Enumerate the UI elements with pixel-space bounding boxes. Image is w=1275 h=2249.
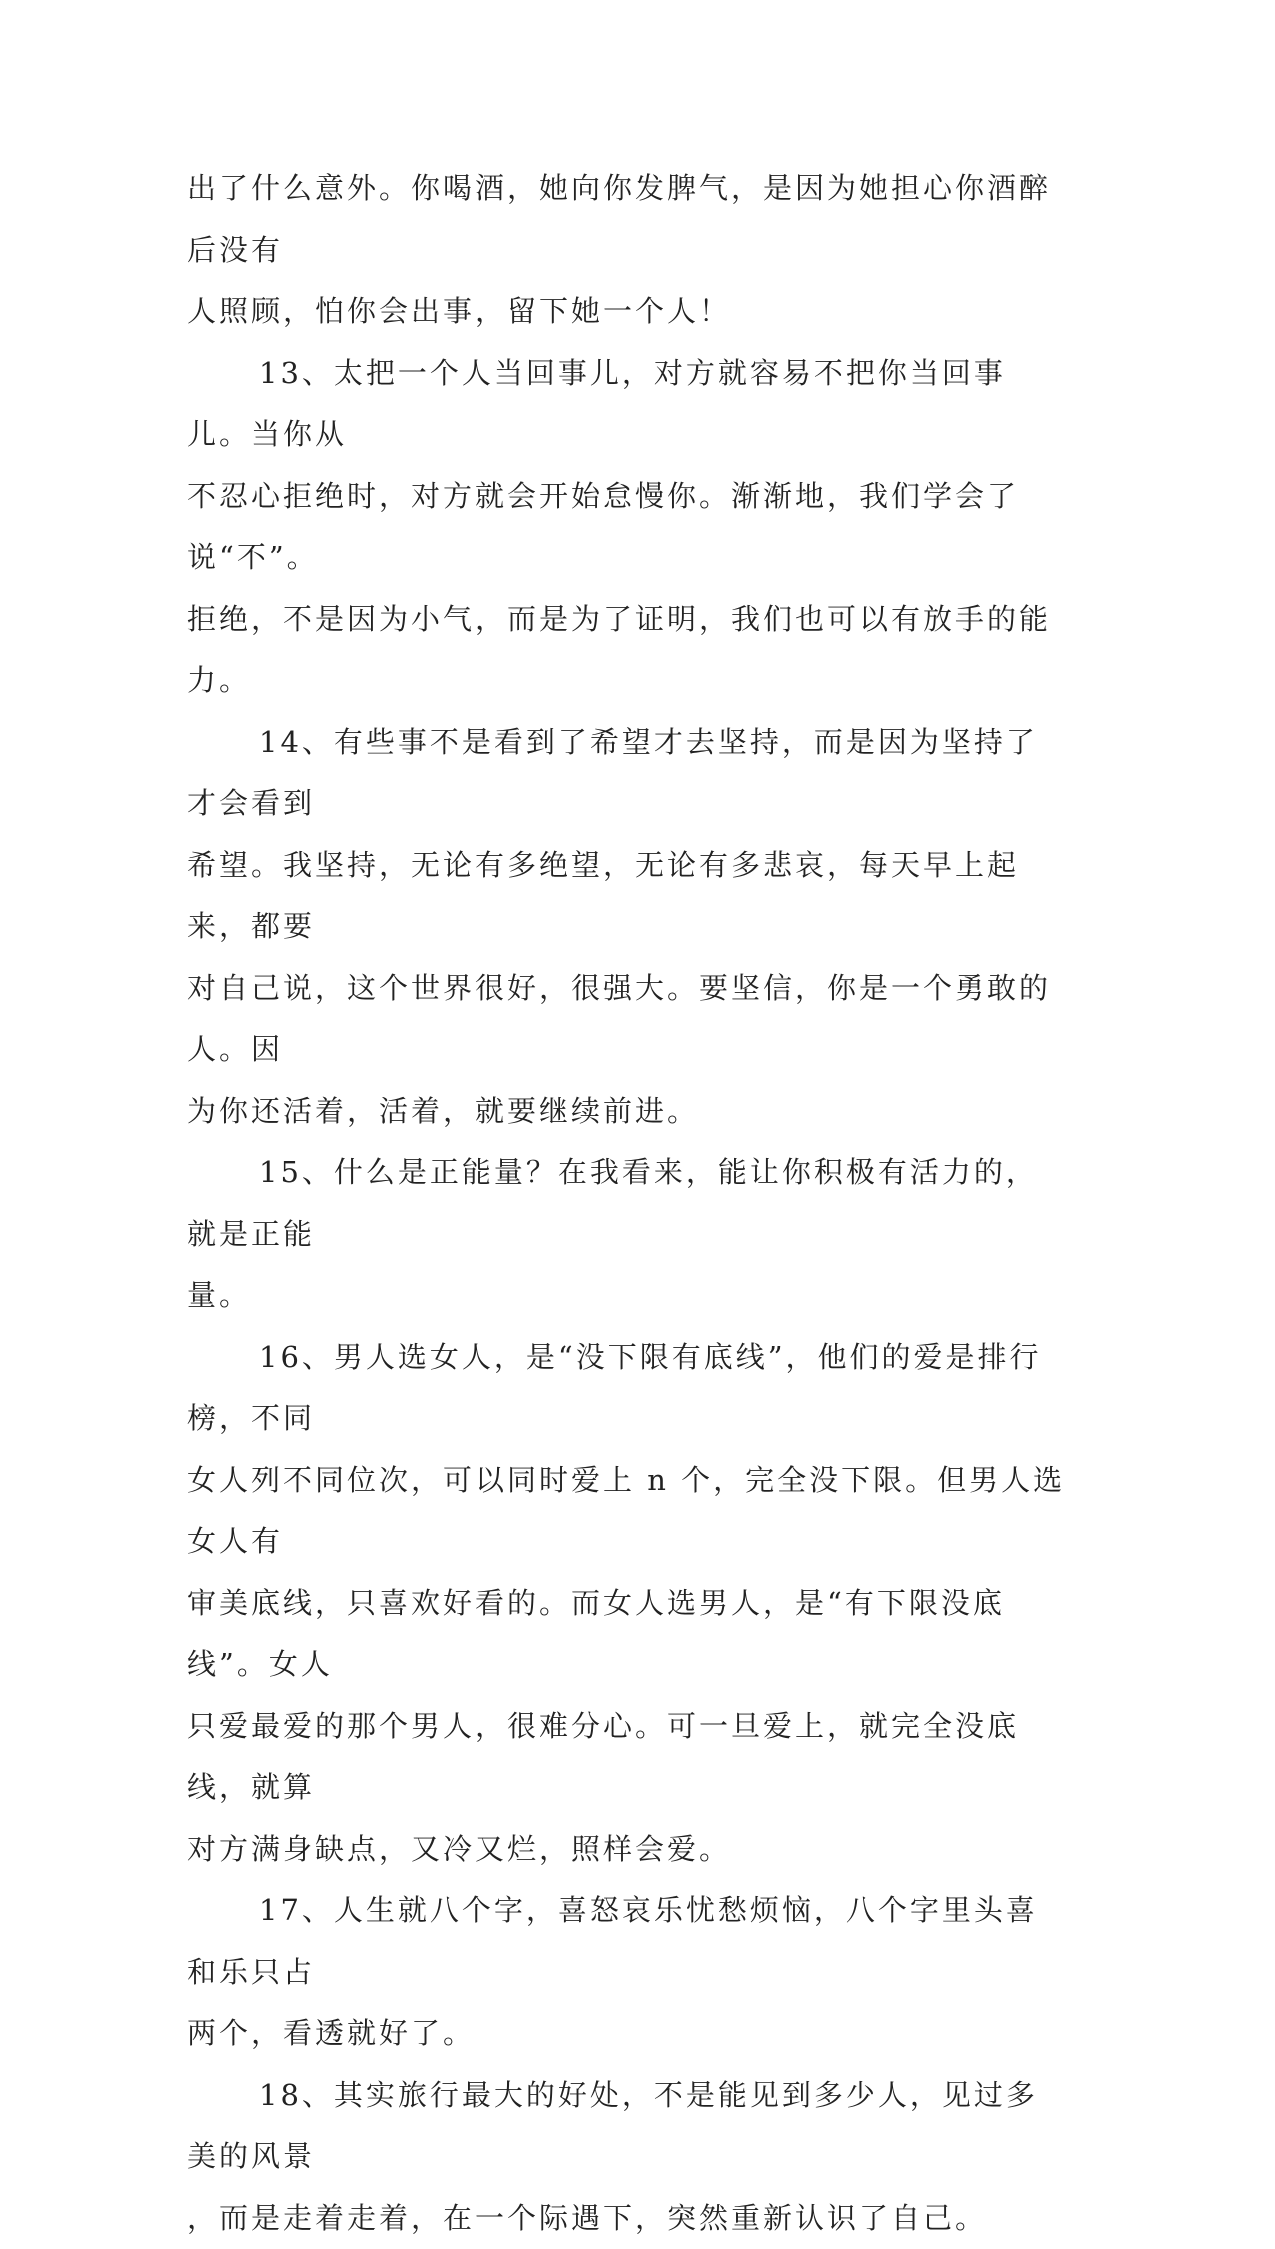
text-line: 拒绝，不是因为小气，而是为了证明，我们也可以有放手的能力。 [187,589,1067,712]
text-line: 为你还活着，活着，就要继续前进。 [187,1081,1067,1143]
text-line: 对方满身缺点，又冷又烂，照样会爱。 [187,1819,1067,1881]
text-line: 审美底线，只喜欢好看的。而女人选男人，是“有下限没底线”。女人 [187,1573,1067,1696]
paragraph-continuation [187,158,1067,343]
text-line: 人照顾，怕你会出事，留下她一个人！ [187,281,1067,343]
text-line: 16、男人选女人，是“没下限有底线”，他们的爱是排行榜，不同 [187,1327,1067,1450]
body-text [187,158,1067,2249]
text-line: 只爱最爱的那个男人，很难分心。可一旦爱上，就完全没底线，就算 [187,1696,1067,1819]
text-line: 量。 [187,1265,1067,1327]
paragraph-18 [187,2065,1067,2249]
text-line: 15、什么是正能量？在我看来，能让你积极有活力的，就是正能 [187,1142,1067,1265]
paragraph-13 [187,343,1067,712]
paragraph-17 [187,1880,1067,2065]
text-line: 17、人生就八个字，喜怒哀乐忧愁烦恼，八个字里头喜和乐只占 [187,1880,1067,2003]
text-line: 14、有些事不是看到了希望才去坚持，而是因为坚持了才会看到 [187,712,1067,835]
text-line: 两个，看透就好了。 [187,2003,1067,2065]
text-line: 对自己说，这个世界很好，很强大。要坚信，你是一个勇敢的人。因 [187,958,1067,1081]
paragraph-16 [187,1327,1067,1881]
paragraph-14 [187,712,1067,1143]
paragraph-15 [187,1142,1067,1327]
text-line: 不忍心拒绝时，对方就会开始怠慢你。渐渐地，我们学会了说“不”。 [187,466,1067,589]
text-line: 18、其实旅行最大的好处，不是能见到多少人，见过多美的风景 [187,2065,1067,2188]
text-line: 希望。我坚持，无论有多绝望，无论有多悲哀，每天早上起来，都要 [187,835,1067,958]
text-line: 出了什么意外。你喝酒，她向你发脾气，是因为她担心你酒醉后没有 [187,158,1067,281]
text-line: 女人列不同位次，可以同时爱上 n 个，完全没下限。但男人选女人有 [187,1450,1067,1573]
text-line: ，而是走着走着，在一个际遇下，突然重新认识了自己。 [187,2188,1067,2249]
text-line: 13、太把一个人当回事儿，对方就容易不把你当回事儿。当你从 [187,343,1067,466]
